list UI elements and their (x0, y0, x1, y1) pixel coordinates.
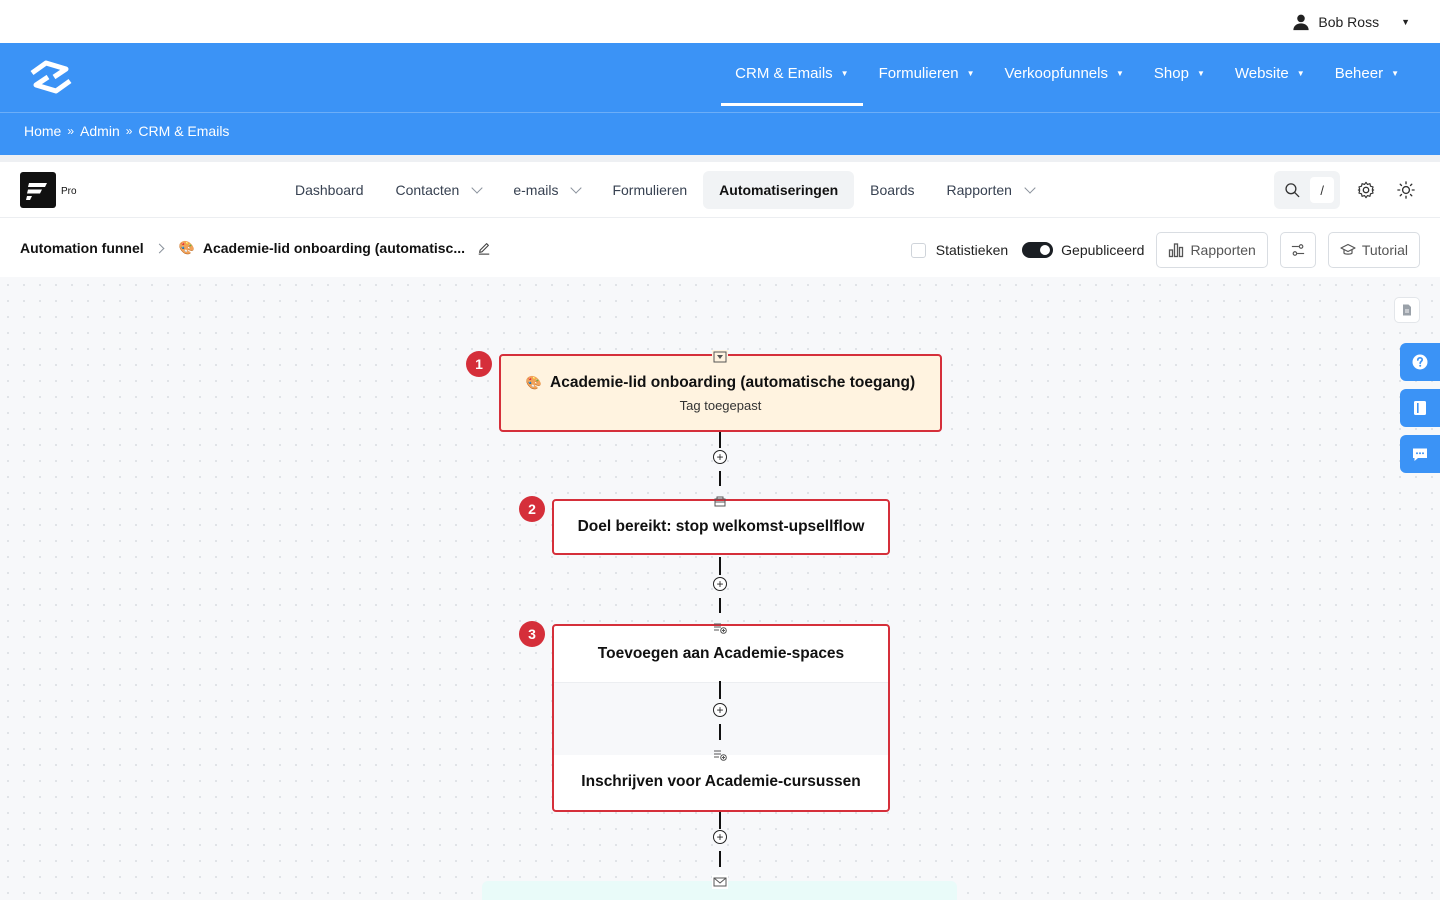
reports-button[interactable]: Rapporten (1156, 232, 1267, 268)
statistics-checkbox[interactable] (911, 242, 1008, 258)
caret-down-icon: ▼ (1391, 68, 1399, 78)
funnel-actions (911, 232, 1420, 268)
app-logo[interactable] (20, 172, 77, 208)
main-nav-website[interactable]: Website ▼ (1234, 64, 1305, 82)
main-nav-beheer[interactable]: Beheer ▼ (1334, 64, 1399, 82)
chevron-down-icon (571, 182, 582, 193)
breadcrumb-separator: » (125, 124, 133, 138)
funnel-settings-button[interactable] (1280, 232, 1316, 268)
breadcrumb-crm-emails[interactable]: CRM & Emails (138, 123, 230, 139)
user-bar (0, 0, 1440, 43)
checkbox-box[interactable] (911, 243, 926, 258)
add-step-button[interactable]: + (713, 577, 727, 591)
caret-down-icon: ▼ (1296, 68, 1305, 78)
goal-type-icon (712, 494, 728, 508)
tab-rapporten[interactable]: Rapporten (931, 171, 1050, 209)
trigger-node[interactable] (499, 354, 942, 432)
connector-line (719, 430, 721, 448)
breadcrumb (24, 123, 229, 139)
add-step-button[interactable]: + (713, 830, 727, 844)
pencil-icon[interactable] (477, 241, 491, 255)
step-number-badge: 3 (519, 621, 545, 647)
automation-canvas[interactable] (0, 277, 1440, 900)
notes-button[interactable] (1394, 297, 1420, 323)
main-nav (720, 43, 1414, 112)
chevron-down-icon (472, 182, 483, 193)
search-button[interactable] (1274, 171, 1340, 209)
funnel-name: Academie-lid onboarding (automatisc... (202, 240, 465, 256)
tab-boards[interactable]: Boards (870, 182, 915, 198)
goal-title: Doel bereikt: stop welkomst-upsellflow (577, 518, 865, 535)
brand-logo[interactable] (26, 57, 76, 97)
site-header (0, 43, 1440, 155)
list-add-icon (712, 748, 728, 762)
spacer (0, 155, 1440, 162)
connector-line (719, 557, 721, 575)
question-icon (1412, 354, 1428, 370)
funnel-breadcrumb (20, 240, 491, 256)
connector-line (719, 681, 721, 699)
caret-down-icon: ▼ (840, 68, 849, 78)
connector-line (719, 851, 721, 867)
palette-emoji: 🎨 (178, 240, 195, 255)
connector-line (719, 724, 721, 740)
chat-button[interactable] (1400, 435, 1440, 473)
caret-down-icon: ▼ (1115, 68, 1124, 78)
chevron-right-icon (154, 243, 164, 253)
bar-chart-icon (1168, 242, 1184, 258)
tab-emails[interactable]: e-mails (497, 171, 596, 209)
caret-down-icon: ▼ (1196, 68, 1205, 78)
tab-dashboard[interactable]: Dashboard (295, 182, 364, 198)
action-title-courses: Inschrijven voor Academie-cursussen (581, 773, 861, 790)
action-group-node[interactable] (552, 624, 890, 812)
add-step-button[interactable]: + (713, 450, 727, 464)
app-tabs (279, 171, 1050, 209)
step-number-badge: 1 (466, 351, 492, 377)
statistics-label: Statistieken (935, 242, 1009, 258)
action-title-spaces: Toevoegen aan Academie-spaces (597, 645, 845, 662)
chevron-down-icon (1024, 182, 1035, 193)
document-icon (1402, 304, 1412, 316)
trigger-title-row (526, 374, 915, 392)
chat-icon (1412, 447, 1428, 462)
gear-icon (1357, 181, 1375, 199)
palette-emoji: 🎨 (525, 374, 543, 390)
help-button[interactable] (1400, 343, 1440, 381)
app-logo-mark (20, 172, 56, 208)
tab-contacten[interactable]: Contacten (380, 171, 498, 209)
breadcrumb-separator: » (67, 124, 75, 138)
funnel-root-link[interactable]: Automation funnel (20, 240, 144, 256)
action-step-courses[interactable] (554, 755, 888, 809)
breadcrumb-admin[interactable]: Admin (80, 123, 120, 139)
main-nav-formulieren[interactable]: Formulieren ▼ (878, 64, 975, 82)
breadcrumb-home[interactable]: Home (24, 123, 62, 139)
settings-button[interactable] (1356, 180, 1376, 200)
main-nav-shop[interactable]: Shop ▼ (1153, 64, 1205, 82)
tutorial-button[interactable]: Tutorial (1328, 232, 1420, 268)
docs-button[interactable] (1400, 389, 1440, 427)
search-icon (1284, 181, 1300, 199)
action-group-gap (554, 683, 888, 755)
caret-down-icon: ▼ (1401, 16, 1410, 27)
user-name: Bob Ross (1318, 13, 1380, 30)
toggle-switch[interactable] (1022, 242, 1053, 258)
graduation-cap-icon (1340, 242, 1356, 258)
divider (0, 112, 1440, 113)
pro-badge: Pro (61, 185, 77, 197)
caret-down-icon: ▼ (966, 68, 975, 78)
email-icon (712, 875, 728, 889)
trigger-title: Academie-lid onboarding (automatische toegang) (550, 373, 916, 391)
published-toggle[interactable] (1022, 242, 1144, 258)
trigger-subtitle: Tag toegepast (679, 397, 762, 413)
step-number-badge: 2 (519, 496, 545, 522)
main-nav-crm-emails[interactable]: CRM & Emails ▼ (721, 43, 862, 106)
tab-automatiseringen[interactable]: Automatiseringen (703, 171, 854, 209)
app-nav (0, 162, 1440, 218)
search-shortcut: / (1310, 177, 1334, 203)
book-icon (1413, 400, 1427, 416)
connector-line (719, 471, 721, 486)
main-nav-verkoopfunnels[interactable]: Verkoopfunnels ▼ (1004, 64, 1124, 82)
user-menu[interactable] (1292, 13, 1410, 31)
sun-icon (1397, 181, 1415, 199)
sliders-icon (1291, 243, 1305, 257)
user-icon (1292, 13, 1310, 31)
tab-formulieren[interactable]: Formulieren (612, 182, 688, 198)
trigger-type-icon (712, 350, 728, 364)
published-label: Gepubliceerd (1061, 242, 1145, 258)
theme-toggle-button[interactable] (1396, 180, 1416, 200)
funnel-header (0, 218, 1440, 279)
list-add-icon (712, 621, 728, 635)
add-step-button[interactable]: + (713, 703, 727, 717)
connector-line (719, 598, 721, 613)
